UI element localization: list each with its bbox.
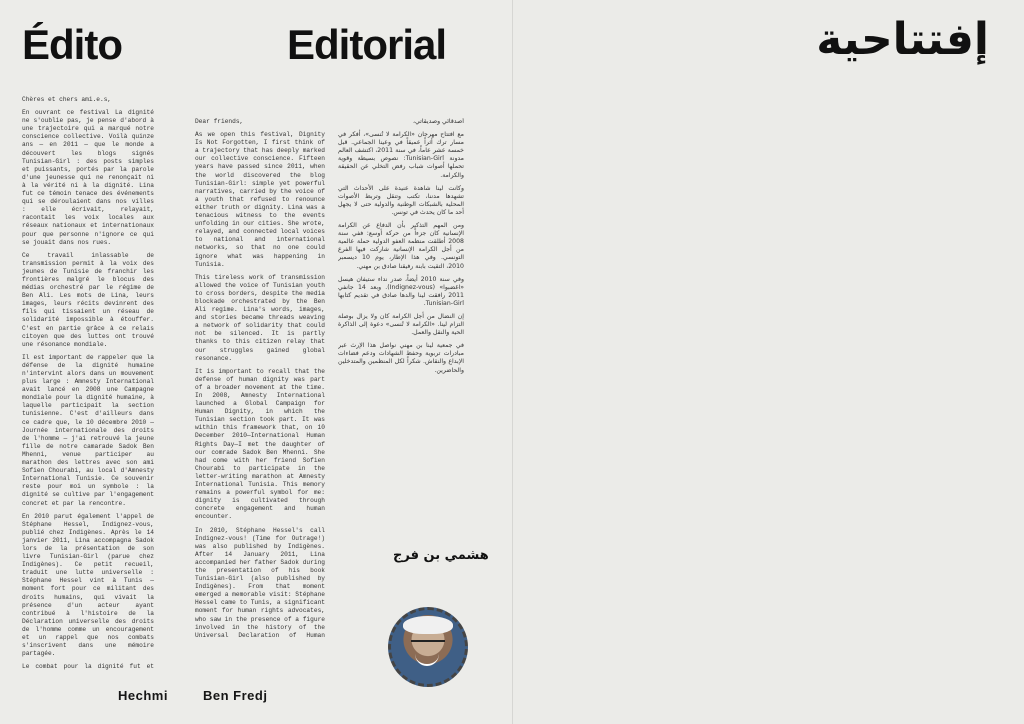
paragraph: En ouvrant ce festival La dignité ne s'oublie pas, je pense d'abord à une trajectoire qui a marqué notre conscience collective. Voilà quinze ans — en 2011 — que le monde a découvert les blogs signés Tunisian-Girl : des posts simples et puissants, portés par la parole d'une jeunesse qui ne renonçait ni à la vérité ni à la dignité. Lina fut ce témoin tenace des événements qui se déroulaient dans nos villes : elle écrivait, relayait, racontait les voix locales aux réseaux nationaux et internationaux pour que personne n'ignore ce qui se jouait dans nos rues. [22,109,154,246]
paragraph: مع افتتاح مهرجان «الكرامة لا تُنسى»، أفكر في مسار ترك أثراً عميقاً في وعينا الجماعي. قبل خمسة عشر عاماً، في سنة 2011، اكتشف العالم مدونة Tunisian-Girl: نصوص بسيطة وقوية تحملها أصوات شباب رفض التخلي عن الحقيقة والكرامة. [338,131,464,179]
paragraph: In 2010, Stéphane Hessel's call Indignez-vous! (Time for Outrage!) was also published by Indigènes. After 14 January 2011, Lina accompanied her father Sadok during the presentation of his book Tunisian-Girl (also published by Indigènes). From that moment emerged a memorable visit: Stéphane Hessel came to Tunis, a significant moment for human rights advocates, who saw in the presence of a figure involved in the history of the Universal Declaration of Human [195,526,325,638]
portrait-glasses [411,640,445,650]
paragraph: Dear friends, [195,118,244,125]
portrait-hechmi [388,607,468,687]
right-page [512,0,1024,724]
paragraph: وكانت لينا شاهدة عنيدة على الأحداث التي تشهدها مدننا، تكتب وتنقل وتربط الأصوات المحلية بالشبكات الوطنية والدولية حتى لا يجهل أحد ما كان يحدث في تونس. [338,184,464,216]
english-column-left [195,118,325,638]
paragraph: Ce travail inlassable de transmission permit à la voix des jeunes de Tunisie de franchir les frontières malgré le blocus des médias orchestré par le régime de Ben Ali. Les mots de Lina, leurs images, leurs récits devinrent des fils qui tissaient un réseau de solidarité impossible à étouffer. C'est en partie grâce à ce relais citoyen que des luttes ont trouvé une résonance mondiale. [22,251,154,348]
title-french: Édito [22,21,122,68]
french-column-left [22,96,154,671]
portrait-hair [403,616,453,634]
paragraph: في جمعية لينا بن مهني نواصل هذا الإرث عبر مبادرات تربوية وحفظ الشهادات ودعم فضاءات الإبداع والنقاش. شكراً لكل المنظمين والمتدخلين والحاضرين. [338,342,464,374]
paragraph: En 2010 parut également l'appel de Stéphane Hessel, Indignez-vous, publié chez Indigènes. Après le 14 janvier 2011, Lina accompagna Sadok lors de la présentation de son livre Tunisian-Girl (parue chez Indigènes). Ce petit recueil, traduit une lutte universelle : Stéphane Hessel vint à Tunis — moment fort pour ce militant des droits humains, qui vivait la présence d'un acteur ayant contribué à l'histoire de la Déclaration universelle des droits de l'homme comme un encouragement et un rappel que nos combats s'inscrivent dans une mémoire partagée. [22,512,154,658]
portrait-smile [415,654,439,666]
paragraph: As we open this festival, Dignity Is Not Forgotten, I first think of a trajectory that has deeply marked our collective conscience. Fifteen years have passed since 2011, when the world discovered the blog Tunisian-Girl: simple yet powerful narratives, carried by the voice of a youth that refused to renounce either truth or dignity. Lina was a tenacious witness to the events unfolding in our cities. She wrote, relayed, and connected local voices to national and international networks, so that no one could ignore what was happening in Tunisia. [195,131,325,268]
paragraph: أصدقائي وصديقاتي، [412,118,464,125]
paragraph: Le combat pour la dignité fut et [22,663,154,671]
paragraph: This tireless work of transmission allowed the voice of Tunisian youth to cross borders, despite the media blockade orchestrated by the Ben Ali regime. Lina's words, images, and stories became threads weaving a network of solidarity that could not be silenced. It is partly thanks to this citizen relay that our struggles gained global resonance. [195,273,325,362]
signature-arabic-hechmi: هشمي بن فرج [393,548,489,563]
arabic-column-left [338,118,464,513]
signature-ben-fredj: Ben Fredj [203,688,268,703]
paragraph: Chères et chers ami.e.s, [22,96,112,103]
title-english: Editorial [287,21,447,68]
paragraph: ومن المهم التذكير بأن الدفاع عن الكرامة الإنسانية كان جزءاً من حركة أوسع: ففي سنة 2008 أطلقت منظمة العفو الدولية حملة عالمية من أجل الكرامة الإنسانية شاركت فيها الفرع التونسي. وفي هذا الإطار، يوم 10 ديسمبر 2010، التقيت بابنة رفيقنا صادق بن مهني. [338,222,464,270]
paragraph: وفي سنة 2010 أيضاً، صدر نداء ستيفان هيسل «اغضبوا» (Indignez-vous). وبعد 14 جانفي 2011 رافقت لينا والدها صادق في تقديم كتابها Tunisian-Girl. [338,275,464,307]
paragraph: إن النضال من أجل الكرامة كان ولا يزال بوصلة التزام لينا. «الكرامة لا تُنسى» دعوة إلى الذاكرة الحية والنقل والعمل. [338,312,464,337]
title-arabic: إفتتاحية [816,14,989,65]
signature-hechmi: Hechmi [118,688,168,703]
paragraph: Il est important de rappeler que la défense de la dignité humaine n'intervint alors dans un mouvement plus large : Amnesty International avait lancé en 2008 une Campagne mondiale pour la dignité humaine, à laquelle participait la section tunisienne. C'est d'ailleurs dans ce cadre que, le 10 décembre 2010 — Journée internationale des droits de l'homme — j'ai retrouvé la jeune fille de notre camarade Sadok Ben Mhenni, venue participer au marathon des lettres avec son ami Sofien Chourabi, au local d'Amnesty International Tunisie. Ce souvenir reste pour moi un symbole : la dignité se cultive par l'engagement concret et par la rencontre. [22,353,154,507]
paragraph: It is important to recall that the defense of human dignity was part of a broader movement at the time. In 2008, Amnesty International launched a Global Campaign for Human Dignity, in which the Tunisian section took part. It was within this framework that, on 10 December 2010—International Human Rights Day—I met the daughter of our comrade Sadok Ben Mhenni. She had come with her friend Sofien Chourabi to participate in the letter-writing marathon at Amnesty International Tunisia. This memory remains a powerful symbol for me: dignity is cultivated through concrete engagement and human encounter. [195,367,325,521]
